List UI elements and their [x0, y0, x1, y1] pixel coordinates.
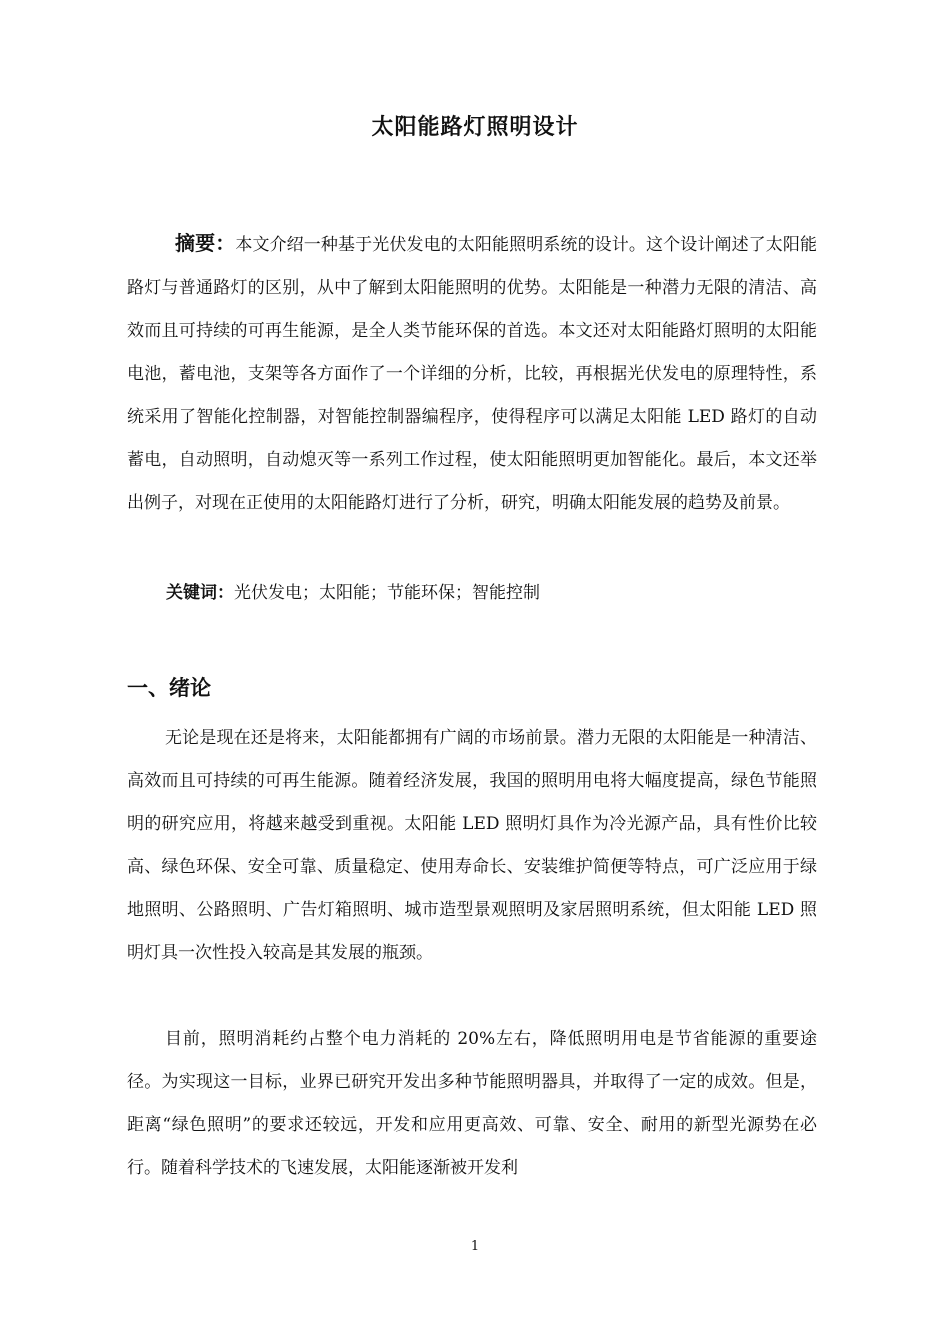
- section-heading: 一、绪论: [127, 676, 211, 700]
- abstract-text: 本文介绍一种基于光伏发电的太阳能照明系统的设计。这个设计阐述了太阳能路灯与普通路灯的区别，从中了解到太阳能照明的优势。太阳能是一种潜力无限的清洁、高效而且可持续的可再生能源，是全人类节能环保的首选。本文还对太阳能路灯照明的太阳能电池，蓄电池，支架等各方面作了一个详细的分析，比较，再根据光伏发电的原理特性，系统采用了智能化控制器，对智能控制器编程序，使得程序可以满足太阳能 LED 路灯的自动蓄电，自动照明，自动熄灭等一系列工作过程，使太阳能照明更加智能化。最后，本文还举出例子，对现在正使用的太阳能路灯进行了分析，研究，明确太阳能发展的趋势及前景。: [127, 235, 818, 513]
- body-paragraph-2: 目前，照明消耗约占整个电力消耗的 20%左右，降低照明用电是节省能源的重要途径。为实现这一目标，业界已研究开发出多种节能照明器具，并取得了一定的成效。但是，距离“绿色照明”的要求还较远，开发和应用更高效、可靠、安全、耐用的新型光源势在必行。随着科学技术的飞速发展，太阳能逐渐被开发利: [127, 1029, 817, 1178]
- keywords-line: [166, 572, 540, 615]
- page-number: 1: [470, 1239, 480, 1254]
- document-title: 太阳能路灯照明设计: [371, 115, 579, 140]
- keywords-text: 光伏发电；太阳能；节能环保；智能控制: [234, 583, 540, 603]
- abstract-label: 摘要：: [175, 231, 236, 255]
- abstract-paragraph: [127, 222, 817, 525]
- body-paragraph-1: 无论是现在还是将来，太阳能都拥有广阔的市场前景。潜力无限的太阳能是一种清洁、高效而且可持续的可再生能源。随着经济发展，我国的照明用电将大幅度提高，绿色节能照明的研究应用，将越来越受到重视。太阳能 LED 照明灯具作为冷光源产品，具有性价比较高、绿色环保、安全可靠、质量稳定、使用寿命长、安装维护简便等特点，可广泛应用于绿地照明、公路照明、广告灯箱照明、城市造型景观照明及家居照明系统，但太阳能 LED 照明灯具一次性投入较高是其发展的瓶颈。: [127, 728, 817, 963]
- keywords-label: 关键词：: [166, 583, 234, 603]
